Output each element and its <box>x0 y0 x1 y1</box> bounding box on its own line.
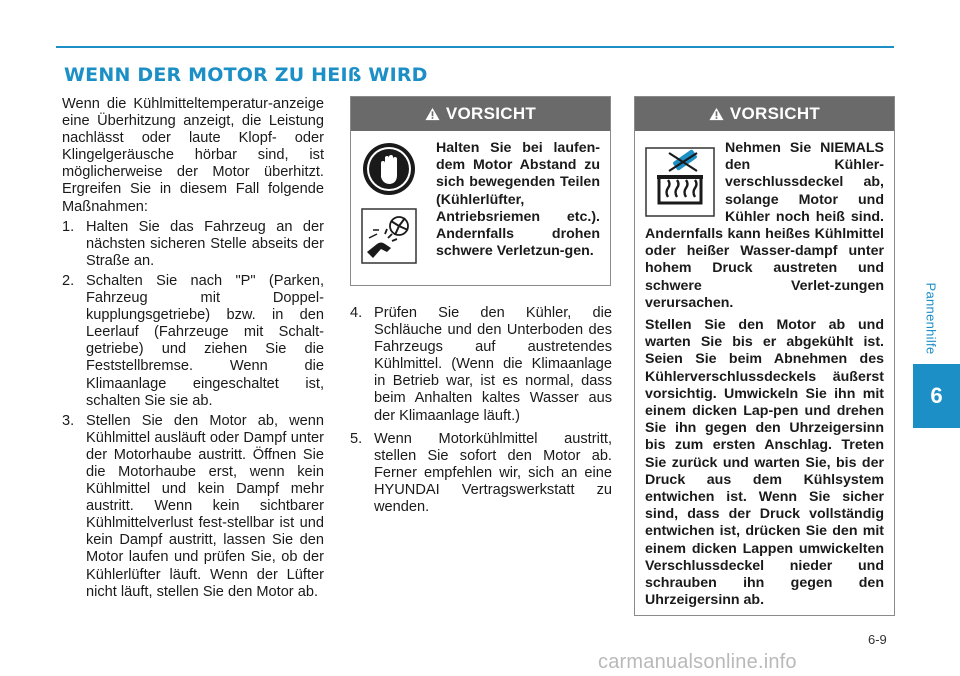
step-item <box>62 219 324 270</box>
caution-box-radiator-cap <box>634 96 895 616</box>
caution-box-moving-parts <box>350 96 611 286</box>
caution-heading: VORSICHT <box>729 104 821 123</box>
step-number: 4. <box>350 305 363 321</box>
caution-text: Halten Sie bei laufen-dem Motor Abstand zu sich bewegenden Teilen (Kühlerlüfter, Antriebsriemen etc.). Andernfalls drohen schwere Verletzun-gen. <box>436 140 600 260</box>
step-item <box>350 431 612 516</box>
caution-header <box>351 97 610 131</box>
caution-heading: VORSICHT <box>445 104 537 123</box>
steps-list-middle <box>350 305 612 516</box>
steps-list-left <box>62 219 324 601</box>
watermark: carmanualsonline.info <box>598 651 797 673</box>
left-column <box>62 96 324 601</box>
intro-paragraph: Wenn die Kühlmitteltemperatur-anzeige eine Überhitzung anzeigt, die Leistung nachlässt oder laute Klopf- oder Klingelgeräusche hörbar sind, ist möglicherweise der Motor überhitzt. Ergreifen Sie in diesem Fall folgende Maßnahmen: <box>62 96 324 215</box>
step-text: Schalten Sie nach "P" (Parken, Fahrzeug mit Doppel-kupplungsgetriebe) bzw. in den Leerlauf (Fahrzeuge mit Schalt-getriebe) und ziehen Sie die Feststellbremse. Wenn die Klimaanlage eingeschaltet ist, schalten Sie sie ab. <box>86 272 324 409</box>
caution-header <box>635 97 894 131</box>
step-text: Stellen Sie den Motor ab, wenn Kühlmittel ausläuft oder Dampf unter der Motorhaube austritt. Öffnen Sie die Motorhaube erst, wenn kein Kühlmittel und kein Dampf mehr austritt. Wenn kein sichtbarer Kühlmittelverlust fest-stellbar ist und kein Dampf austritt, lassen Sie den Motor laufen und prüfen Sie, ob der Kühlerlüfter läuft. Wenn der Lüfter nicht läuft, stellen Sie den Motor ab. <box>86 412 324 600</box>
step-number: 5. <box>350 430 363 447</box>
section-title: WENN DER MOTOR ZU HEIß WIRD <box>64 64 428 86</box>
fan-hand-injury-icon <box>361 208 417 264</box>
stop-hand-icon <box>361 141 417 197</box>
middle-column <box>350 305 612 516</box>
chapter-tab[interactable]: 6 <box>913 364 960 428</box>
caution-body <box>635 131 894 609</box>
step-text: Prüfen Sie den Kühler, die Schläuche und den Unterboden des Fahrzeugs auf austretendes Kühlmittel. (Wenn die Klimaanlage in Betrieb war, ist es normal, dass beim Anhalten kaltes Wasser aus der Klimaanlage läuft.) <box>374 305 612 424</box>
step-number: 2. <box>62 272 75 289</box>
step-number: 3. <box>62 412 75 429</box>
step-item <box>62 273 324 410</box>
caution-body <box>351 131 610 260</box>
warning-triangle-icon <box>709 107 724 121</box>
step-item <box>62 413 324 601</box>
chapter-side-label-text: Pannenhilfe <box>923 282 939 354</box>
step-number: 1. <box>62 218 75 235</box>
step-text: Halten Sie das Fahrzeug an der nächsten sicheren Stelle abseits der Straße an. <box>86 218 324 269</box>
step-text: Wenn Motorkühlmittel austritt, stellen Sie sofort den Motor ab. Ferner empfehlen wir, sich an eine HYUNDAI Vertragswerkstatt zu wenden. <box>374 430 612 516</box>
header-rule <box>56 46 894 48</box>
warning-triangle-icon <box>425 107 440 121</box>
hot-radiator-cap-icon <box>645 147 715 217</box>
caution-icons <box>361 141 421 269</box>
page-number: 6-9 <box>868 632 887 647</box>
caution-paragraph: Nehmen Sie NIEMALS den Kühler-verschlussdeckel ab, solange Motor und Kühler noch heiß sind. Andernfalls kann heißes Kühlmittel oder heißer Wasser-dampf unter hohem Druck austreten und schwere Verlet-zungen verursachen. <box>645 140 884 311</box>
caution-paragraph: Stellen Sie den Motor ab und warten Sie bis er abgekühlt ist. Seien Sie beim Abnehmen des Kühlerverschlussdeckels äußerst vorsichtig. Umwickeln Sie ihn mit einem dicken Lap-pen und drehen Sie ihn gegen den Uhrzeigersinn bis zum ersten Anschlag. Treten Sie zurück und warten Sie, bis der Druck aus dem Kühlsystem entwichen ist. Wenn Sie sicher sind, dass der Druck vollständig entwichen ist, drücken Sie den mit einem dicken Lappen umwickelten Verschlussdeckel nieder und schrauben ihn gegen den Uhrzeigersinn ab. <box>645 317 884 609</box>
step-item <box>350 305 612 425</box>
chapter-side-label <box>921 282 941 354</box>
